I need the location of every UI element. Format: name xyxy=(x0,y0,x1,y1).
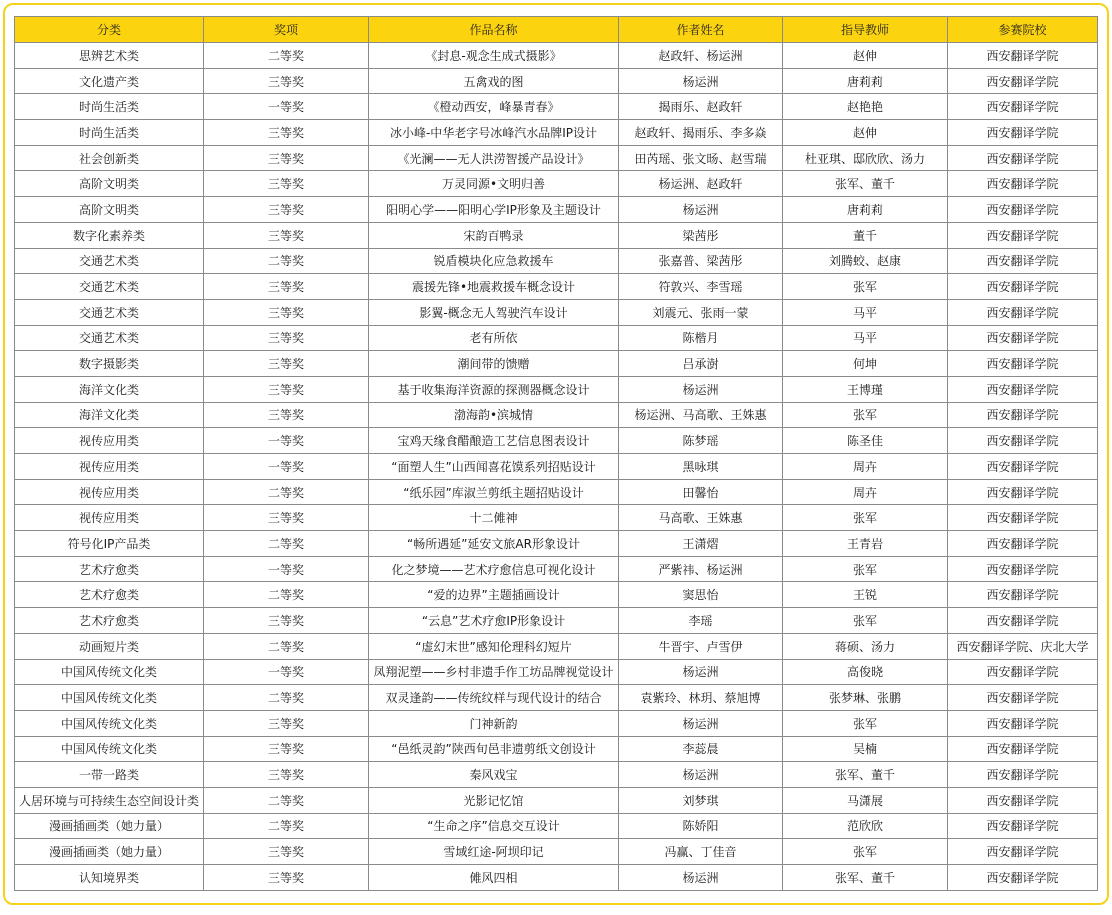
cell-award: 一等奖 xyxy=(204,428,369,454)
cell-category: 高阶文明类 xyxy=(15,197,204,223)
cell-author: 窦思怡 xyxy=(619,582,783,608)
cell-award: 一等奖 xyxy=(204,556,369,582)
cell-advisor: 赵艳艳 xyxy=(783,94,948,120)
cell-work-title: 《封息-观念生成式摄影》 xyxy=(369,43,619,69)
table-row xyxy=(15,608,1098,634)
cell-award: 三等奖 xyxy=(204,325,369,351)
cell-school: 西安翻译学院 xyxy=(948,145,1098,171)
cell-school: 西安翻译学院 xyxy=(948,710,1098,736)
cell-category: 中国风传统文化类 xyxy=(15,736,204,762)
cell-work-title: “生命之序”信息交互设计 xyxy=(369,813,619,839)
cell-school: 西安翻译学院 xyxy=(948,659,1098,685)
cell-award: 二等奖 xyxy=(204,531,369,557)
cell-award: 二等奖 xyxy=(204,248,369,274)
header-category: 分类 xyxy=(15,17,204,43)
cell-work-title: 潮间带的馈赠 xyxy=(369,351,619,377)
cell-work-title: 冰小峰-中华老字号冰峰汽水品牌IP设计 xyxy=(369,120,619,146)
header-school: 参赛院校 xyxy=(948,17,1098,43)
cell-school: 西安翻译学院 xyxy=(948,505,1098,531)
cell-category: 认知境界类 xyxy=(15,865,204,891)
table-row xyxy=(15,582,1098,608)
cell-school: 西安翻译学院 xyxy=(948,582,1098,608)
cell-award: 三等奖 xyxy=(204,274,369,300)
cell-advisor: 蒋硕、汤力 xyxy=(783,633,948,659)
cell-school: 西安翻译学院 xyxy=(948,736,1098,762)
cell-work-title: “虚幻末世”感知伦理科幻短片 xyxy=(369,633,619,659)
cell-school: 西安翻译学院 xyxy=(948,68,1098,94)
cell-work-title: “纸乐园”库淑兰剪纸主题招贴设计 xyxy=(369,479,619,505)
table-row xyxy=(15,865,1098,891)
table-row xyxy=(15,479,1098,505)
cell-category: 漫画插画类（她力量） xyxy=(15,813,204,839)
cell-category: 艺术疗愈类 xyxy=(15,608,204,634)
cell-school: 西安翻译学院 xyxy=(948,454,1098,480)
cell-category: 动画短片类 xyxy=(15,633,204,659)
cell-work-title: 凤翔泥塑——乡村非遗手作工坊品牌视觉设计 xyxy=(369,659,619,685)
table-header-row xyxy=(15,17,1098,43)
cell-category: 交通艺术类 xyxy=(15,325,204,351)
cell-work-title: 宝鸡天缘食醋酿造工艺信息图表设计 xyxy=(369,428,619,454)
cell-advisor: 赵伸 xyxy=(783,120,948,146)
header-award: 奖项 xyxy=(204,17,369,43)
table-row xyxy=(15,659,1098,685)
cell-author: 赵政轩、揭雨乐、李多焱 xyxy=(619,120,783,146)
cell-advisor: 周卉 xyxy=(783,479,948,505)
table-row xyxy=(15,145,1098,171)
cell-author: 陈娇阳 xyxy=(619,813,783,839)
cell-author: 黑咏琪 xyxy=(619,454,783,480)
cell-school: 西安翻译学院 xyxy=(948,94,1098,120)
cell-author: 梁茜彤 xyxy=(619,222,783,248)
cell-advisor: 王博瑾 xyxy=(783,376,948,402)
cell-award: 三等奖 xyxy=(204,736,369,762)
table-row xyxy=(15,325,1098,351)
table-row xyxy=(15,120,1098,146)
cell-author: 严紫祎、杨运洲 xyxy=(619,556,783,582)
cell-work-title: “畅所遇延”延安文旅AR形象设计 xyxy=(369,531,619,557)
cell-author: 陈梦瑶 xyxy=(619,428,783,454)
cell-school: 西安翻译学院 xyxy=(948,351,1098,377)
cell-award: 三等奖 xyxy=(204,145,369,171)
cell-advisor: 张军、董千 xyxy=(783,865,948,891)
cell-category: 海洋文化类 xyxy=(15,376,204,402)
cell-advisor: 张梦琳、张鹏 xyxy=(783,685,948,711)
cell-category: 高阶文明类 xyxy=(15,171,204,197)
cell-work-title: 雪域红途-阿坝印记 xyxy=(369,839,619,865)
cell-school: 西安翻译学院 xyxy=(948,274,1098,300)
cell-author: 揭雨乐、赵政轩 xyxy=(619,94,783,120)
cell-award: 二等奖 xyxy=(204,685,369,711)
cell-category: 中国风传统文化类 xyxy=(15,659,204,685)
cell-category: 视传应用类 xyxy=(15,479,204,505)
cell-award: 二等奖 xyxy=(204,43,369,69)
cell-school: 西安翻译学院 xyxy=(948,813,1098,839)
cell-advisor: 赵伸 xyxy=(783,43,948,69)
cell-category: 数字摄影类 xyxy=(15,351,204,377)
table-row xyxy=(15,299,1098,325)
cell-advisor: 马潇展 xyxy=(783,787,948,813)
cell-award: 二等奖 xyxy=(204,582,369,608)
cell-school: 西安翻译学院 xyxy=(948,325,1098,351)
cell-author: 杨运洲 xyxy=(619,197,783,223)
table-row xyxy=(15,171,1098,197)
cell-work-title: 老有所依 xyxy=(369,325,619,351)
cell-work-title: “邑纸灵韵”陕西旬邑非遗剪纸文创设计 xyxy=(369,736,619,762)
cell-advisor: 张军 xyxy=(783,839,948,865)
table-row xyxy=(15,813,1098,839)
cell-advisor: 何坤 xyxy=(783,351,948,377)
cell-school: 西安翻译学院 xyxy=(948,685,1098,711)
cell-author: 杨运洲 xyxy=(619,659,783,685)
cell-work-title: 《光澜——无人洪涝智援产品设计》 xyxy=(369,145,619,171)
cell-author: 马高歌、王姝惠 xyxy=(619,505,783,531)
cell-school: 西安翻译学院 xyxy=(948,556,1098,582)
cell-work-title: 十二傩神 xyxy=(369,505,619,531)
cell-author: 杨运洲 xyxy=(619,376,783,402)
table-row xyxy=(15,505,1098,531)
cell-category: 文化遗产类 xyxy=(15,68,204,94)
cell-advisor: 马平 xyxy=(783,325,948,351)
cell-award: 三等奖 xyxy=(204,505,369,531)
cell-award: 一等奖 xyxy=(204,659,369,685)
table-row xyxy=(15,736,1098,762)
cell-author: 刘梦琪 xyxy=(619,787,783,813)
cell-category: 交通艺术类 xyxy=(15,248,204,274)
table-body xyxy=(15,43,1098,891)
cell-author: 杨运洲 xyxy=(619,68,783,94)
cell-school: 西安翻译学院 xyxy=(948,839,1098,865)
cell-advisor: 张军、董千 xyxy=(783,762,948,788)
cell-advisor: 王锐 xyxy=(783,582,948,608)
cell-award: 三等奖 xyxy=(204,197,369,223)
cell-advisor: 吴楠 xyxy=(783,736,948,762)
cell-author: 田馨怡 xyxy=(619,479,783,505)
cell-work-title: “面塑人生”山西闻喜花馍系列招贴设计 xyxy=(369,454,619,480)
header-work-title: 作品名称 xyxy=(369,17,619,43)
cell-author: 田芮瑶、张文旸、赵雪瑞 xyxy=(619,145,783,171)
cell-work-title: 双灵逢韵——传统纹样与现代设计的结合 xyxy=(369,685,619,711)
cell-advisor: 张军 xyxy=(783,608,948,634)
cell-category: 视传应用类 xyxy=(15,454,204,480)
cell-award: 一等奖 xyxy=(204,94,369,120)
cell-award: 三等奖 xyxy=(204,351,369,377)
cell-author: 袁紫玲、林玥、蔡旭博 xyxy=(619,685,783,711)
cell-category: 中国风传统文化类 xyxy=(15,685,204,711)
awards-table xyxy=(14,16,1098,891)
cell-category: 海洋文化类 xyxy=(15,402,204,428)
cell-work-title: 五禽戏的图 xyxy=(369,68,619,94)
cell-award: 二等奖 xyxy=(204,633,369,659)
cell-school: 西安翻译学院 xyxy=(948,171,1098,197)
cell-award: 三等奖 xyxy=(204,222,369,248)
cell-award: 三等奖 xyxy=(204,171,369,197)
cell-work-title: 秦风戏宝 xyxy=(369,762,619,788)
cell-award: 三等奖 xyxy=(204,376,369,402)
cell-advisor: 王青岩 xyxy=(783,531,948,557)
cell-work-title: 万灵同源•文明归善 xyxy=(369,171,619,197)
cell-work-title: 阳明心学——阳明心学IP形象及主题设计 xyxy=(369,197,619,223)
cell-author: 符敦兴、李雪瑶 xyxy=(619,274,783,300)
cell-school: 西安翻译学院 xyxy=(948,479,1098,505)
cell-work-title: 化之梦境——艺术疗愈信息可视化设计 xyxy=(369,556,619,582)
table-row xyxy=(15,222,1098,248)
cell-category: 一带一路类 xyxy=(15,762,204,788)
cell-advisor: 唐莉莉 xyxy=(783,68,948,94)
cell-author: 牛晋宇、卢雪伊 xyxy=(619,633,783,659)
cell-author: 李瑶 xyxy=(619,608,783,634)
cell-advisor: 张军 xyxy=(783,402,948,428)
table-row xyxy=(15,68,1098,94)
cell-category: 漫画插画类（她力量） xyxy=(15,839,204,865)
cell-category: 符号化IP产品类 xyxy=(15,531,204,557)
cell-work-title: 光影记忆馆 xyxy=(369,787,619,813)
cell-award: 二等奖 xyxy=(204,479,369,505)
cell-advisor: 张军 xyxy=(783,505,948,531)
cell-advisor: 刘腾蛟、赵康 xyxy=(783,248,948,274)
cell-award: 三等奖 xyxy=(204,762,369,788)
cell-category: 时尚生活类 xyxy=(15,120,204,146)
cell-work-title: 震援先锋•地震救援车概念设计 xyxy=(369,274,619,300)
cell-award: 三等奖 xyxy=(204,299,369,325)
cell-author: 李蕊晨 xyxy=(619,736,783,762)
cell-work-title: 宋韵百鸭录 xyxy=(369,222,619,248)
cell-author: 陈楷月 xyxy=(619,325,783,351)
cell-category: 社会创新类 xyxy=(15,145,204,171)
cell-award: 三等奖 xyxy=(204,710,369,736)
cell-category: 交通艺术类 xyxy=(15,274,204,300)
cell-award: 三等奖 xyxy=(204,865,369,891)
cell-author: 刘震元、张雨一蒙 xyxy=(619,299,783,325)
cell-author: 赵政轩、杨运洲 xyxy=(619,43,783,69)
cell-advisor: 杜亚琪、邸欣欣、汤力 xyxy=(783,145,948,171)
table-row xyxy=(15,531,1098,557)
cell-work-title: 影翼-概念无人驾驶汽车设计 xyxy=(369,299,619,325)
table-row xyxy=(15,454,1098,480)
cell-author: 冯赢、丁佳音 xyxy=(619,839,783,865)
cell-author: 吕承澍 xyxy=(619,351,783,377)
table-row xyxy=(15,556,1098,582)
cell-category: 视传应用类 xyxy=(15,428,204,454)
cell-school: 西安翻译学院 xyxy=(948,248,1098,274)
header-author: 作者姓名 xyxy=(619,17,783,43)
cell-work-title: 基于收集海洋资源的探测器概念设计 xyxy=(369,376,619,402)
cell-author: 杨运洲、赵政轩 xyxy=(619,171,783,197)
cell-advisor: 张军 xyxy=(783,710,948,736)
table-row xyxy=(15,685,1098,711)
cell-award: 二等奖 xyxy=(204,787,369,813)
cell-award: 二等奖 xyxy=(204,813,369,839)
table-row xyxy=(15,762,1098,788)
cell-category: 艺术疗愈类 xyxy=(15,556,204,582)
cell-advisor: 董千 xyxy=(783,222,948,248)
cell-school: 西安翻译学院 xyxy=(948,531,1098,557)
cell-author: 张嘉普、梁茜彤 xyxy=(619,248,783,274)
table-row xyxy=(15,94,1098,120)
cell-award: 三等奖 xyxy=(204,120,369,146)
header-advisor: 指导教师 xyxy=(783,17,948,43)
cell-work-title: 傩风四相 xyxy=(369,865,619,891)
cell-award: 三等奖 xyxy=(204,68,369,94)
table-row xyxy=(15,633,1098,659)
cell-school: 西安翻译学院、庆北大学 xyxy=(948,633,1098,659)
cell-category: 时尚生活类 xyxy=(15,94,204,120)
cell-category: 人居环境与可持续生态空间设计类 xyxy=(15,787,204,813)
cell-advisor: 陈圣佳 xyxy=(783,428,948,454)
cell-category: 中国风传统文化类 xyxy=(15,710,204,736)
cell-work-title: 锐盾模块化应急救援车 xyxy=(369,248,619,274)
cell-work-title: “云息”艺术疗愈IP形象设计 xyxy=(369,608,619,634)
cell-author: 杨运洲 xyxy=(619,710,783,736)
cell-advisor: 张军 xyxy=(783,274,948,300)
cell-advisor: 张军、董千 xyxy=(783,171,948,197)
cell-school: 西安翻译学院 xyxy=(948,787,1098,813)
table-row xyxy=(15,710,1098,736)
cell-school: 西安翻译学院 xyxy=(948,43,1098,69)
cell-category: 数字化素养类 xyxy=(15,222,204,248)
cell-award: 三等奖 xyxy=(204,402,369,428)
cell-advisor: 张军 xyxy=(783,556,948,582)
cell-school: 西安翻译学院 xyxy=(948,376,1098,402)
cell-school: 西安翻译学院 xyxy=(948,608,1098,634)
cell-school: 西安翻译学院 xyxy=(948,762,1098,788)
cell-school: 西安翻译学院 xyxy=(948,402,1098,428)
cell-advisor: 唐莉莉 xyxy=(783,197,948,223)
cell-school: 西安翻译学院 xyxy=(948,428,1098,454)
table-row xyxy=(15,787,1098,813)
cell-school: 西安翻译学院 xyxy=(948,865,1098,891)
cell-school: 西安翻译学院 xyxy=(948,222,1098,248)
cell-advisor: 高俊晓 xyxy=(783,659,948,685)
cell-author: 杨运洲 xyxy=(619,865,783,891)
cell-school: 西安翻译学院 xyxy=(948,197,1098,223)
cell-author: 杨运洲 xyxy=(619,762,783,788)
cell-category: 交通艺术类 xyxy=(15,299,204,325)
cell-award: 一等奖 xyxy=(204,454,369,480)
cell-school: 西安翻译学院 xyxy=(948,299,1098,325)
cell-award: 三等奖 xyxy=(204,608,369,634)
table-row xyxy=(15,351,1098,377)
cell-category: 艺术疗愈类 xyxy=(15,582,204,608)
table-row xyxy=(15,376,1098,402)
table-row xyxy=(15,248,1098,274)
table-row xyxy=(15,43,1098,69)
cell-author: 杨运洲、马高歌、王姝惠 xyxy=(619,402,783,428)
cell-advisor: 马平 xyxy=(783,299,948,325)
cell-work-title: 门神新韵 xyxy=(369,710,619,736)
cell-award: 三等奖 xyxy=(204,839,369,865)
cell-work-title: 渤海韵•滨城情 xyxy=(369,402,619,428)
cell-work-title: “爱的边界”主题插画设计 xyxy=(369,582,619,608)
table-row xyxy=(15,839,1098,865)
table-row xyxy=(15,428,1098,454)
table-row xyxy=(15,197,1098,223)
cell-school: 西安翻译学院 xyxy=(948,120,1098,146)
cell-work-title: 《橙动西安，峰暴青春》 xyxy=(369,94,619,120)
cell-advisor: 周卉 xyxy=(783,454,948,480)
cell-category: 视传应用类 xyxy=(15,505,204,531)
cell-advisor: 范欣欣 xyxy=(783,813,948,839)
table-row xyxy=(15,402,1098,428)
cell-category: 思辨艺术类 xyxy=(15,43,204,69)
table-row xyxy=(15,274,1098,300)
cell-author: 王潇熠 xyxy=(619,531,783,557)
